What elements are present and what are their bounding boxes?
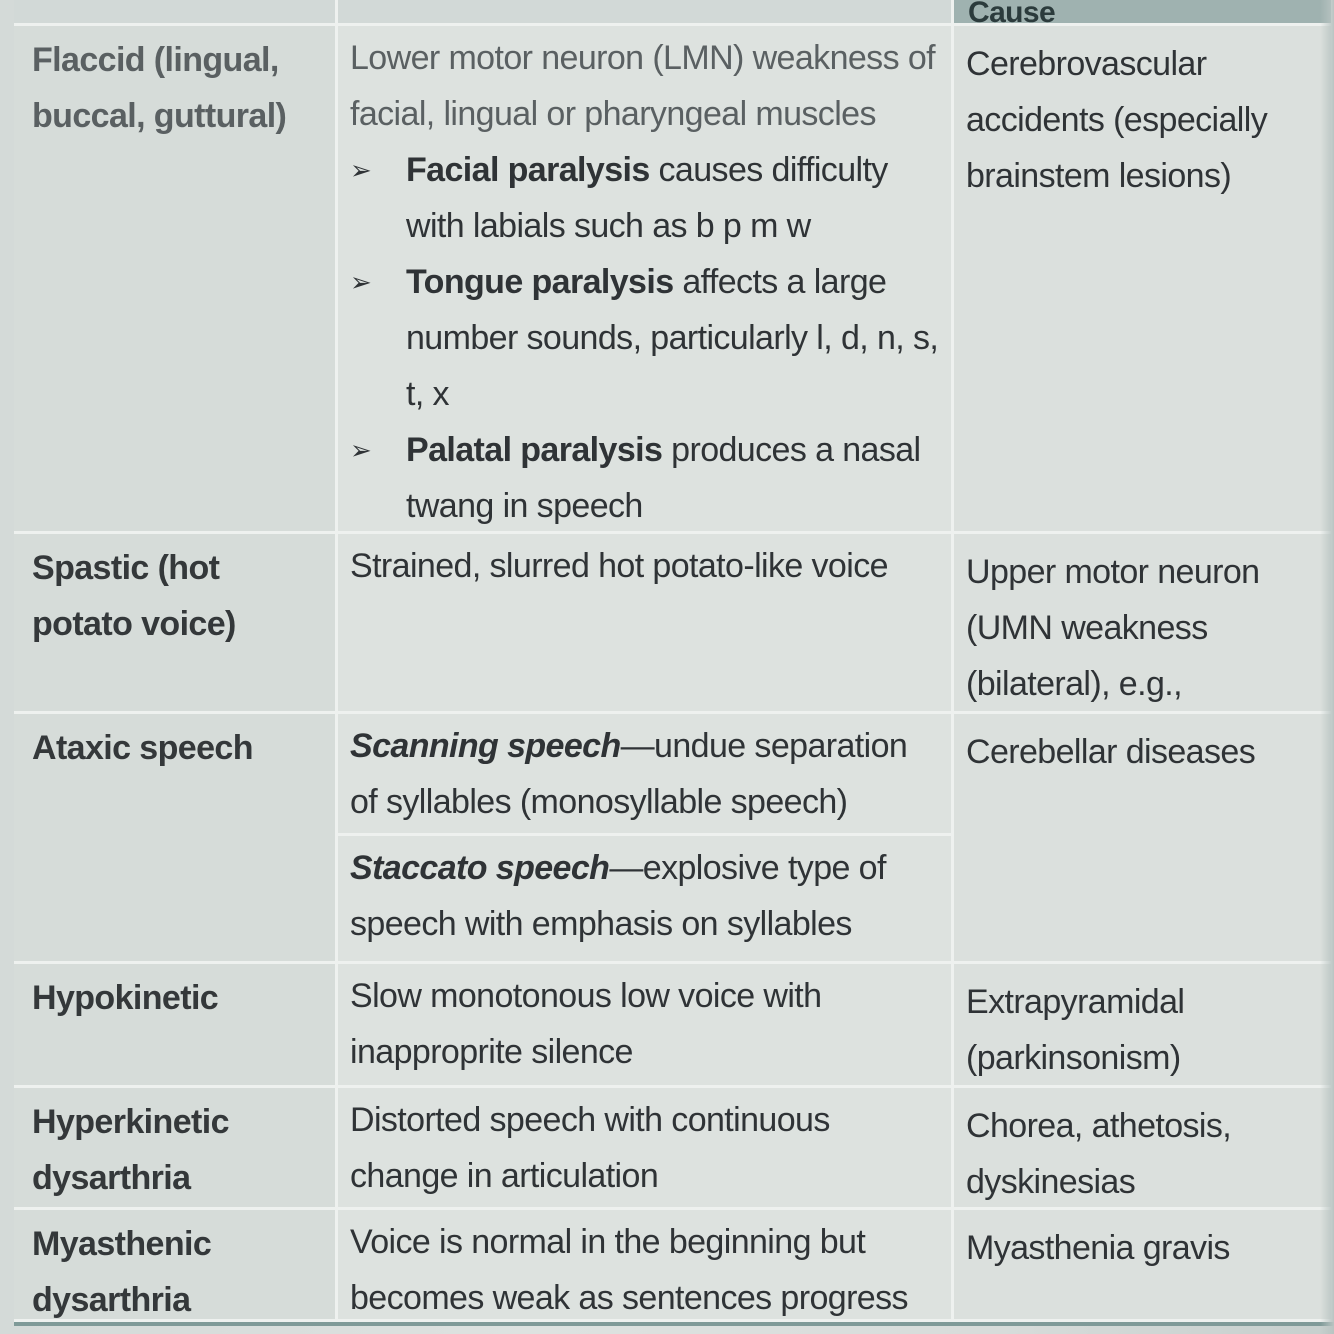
- arrow-bullet-icon: ➢: [350, 435, 372, 465]
- type-cell-hypokinetic: [14, 964, 338, 1088]
- description-cell-hyperkinetic: Distorted speech with continuous change in articulation: [338, 1088, 954, 1210]
- bullet-text: produces a nasal twang in speech: [406, 431, 921, 525]
- staccato-speech-subcell: [338, 836, 951, 961]
- type-line: potato voice): [32, 605, 236, 643]
- term-scanning-speech: Scanning speech: [350, 727, 621, 765]
- type-line: Hypokinetic: [32, 979, 219, 1017]
- type-line: dysarthria: [32, 1281, 191, 1319]
- type-line: Ataxic speech: [32, 729, 253, 767]
- bullet-item: [350, 422, 941, 534]
- bullet-item: [350, 254, 941, 422]
- bullet-text: affects a large number sounds, particularly l, d, n, s, t, x: [406, 263, 939, 413]
- type-cell-flaccid: [14, 26, 338, 534]
- type-line: Hyperkinetic: [32, 1103, 229, 1141]
- term-staccato-speech: Staccato speech: [350, 849, 610, 887]
- scanning-speech-subcell: [338, 714, 951, 836]
- type-line: Spastic (hot: [32, 549, 220, 587]
- type-cell-myasthenic: [14, 1210, 338, 1322]
- type-line: Flaccid (lingual,: [32, 41, 279, 79]
- bullet-bold: Facial paralysis: [406, 151, 650, 189]
- header-type-cell: [14, 0, 338, 26]
- bullet-bold: Tongue paralysis: [406, 263, 674, 301]
- bullet-bold: Palatal paralysis: [406, 431, 663, 469]
- cause-cell-spastic: Upper motor neuron (UMN weakness (bilateral), e.g.,: [954, 534, 1334, 714]
- page-edge-shadow: [1320, 0, 1334, 1334]
- header-cause-cell: Cause: [954, 0, 1334, 26]
- type-cell-ataxic: [14, 714, 338, 964]
- type-cell-hyperkinetic: [14, 1088, 338, 1210]
- bullet-text: causes difficulty with labials such as b p m w: [406, 151, 888, 245]
- term-definition: —undue separation of syllables (monosyllable speech): [350, 727, 908, 821]
- bullet-item: [350, 142, 941, 254]
- type-line: Myasthenic: [32, 1225, 212, 1263]
- description-cell-flaccid: [338, 26, 954, 534]
- cause-cell-hyperkinetic: Chorea, athetosis, dyskinesias: [954, 1088, 1334, 1210]
- type-line: dysarthria: [32, 1159, 191, 1197]
- type-line: buccal, guttural): [32, 97, 287, 135]
- cause-cell-myasthenic: Myasthenia gravis: [954, 1210, 1334, 1322]
- header-description-cell: [338, 0, 954, 26]
- description-cell-spastic: Strained, slurred hot potato-like voice: [338, 534, 954, 714]
- description-cell-ataxic: [338, 714, 954, 964]
- dysarthria-table: [14, 0, 1334, 1322]
- description-intro: Lower motor neuron (LMN) weakness of facial, lingual or pharyngeal muscles: [350, 39, 935, 133]
- cause-cell-flaccid: Cerebrovascular accidents (especially brainstem lesions): [954, 26, 1334, 534]
- term-definition: —explosive type of speech with emphasis on syllables: [350, 849, 886, 943]
- cause-cell-hypokinetic: Extrapyramidal (parkinsonism): [954, 964, 1334, 1088]
- type-cell-spastic: [14, 534, 338, 714]
- table-bottom-rule: [14, 1322, 1334, 1326]
- arrow-bullet-icon: ➢: [350, 267, 372, 297]
- arrow-bullet-icon: ➢: [350, 155, 372, 185]
- description-cell-myasthenic: Voice is normal in the beginning but becomes weak as sentences progress: [338, 1210, 954, 1322]
- cause-cell-ataxic: Cerebellar diseases: [954, 714, 1334, 964]
- description-cell-hypokinetic: Slow monotonous low voice with inapproprite silence: [338, 964, 954, 1088]
